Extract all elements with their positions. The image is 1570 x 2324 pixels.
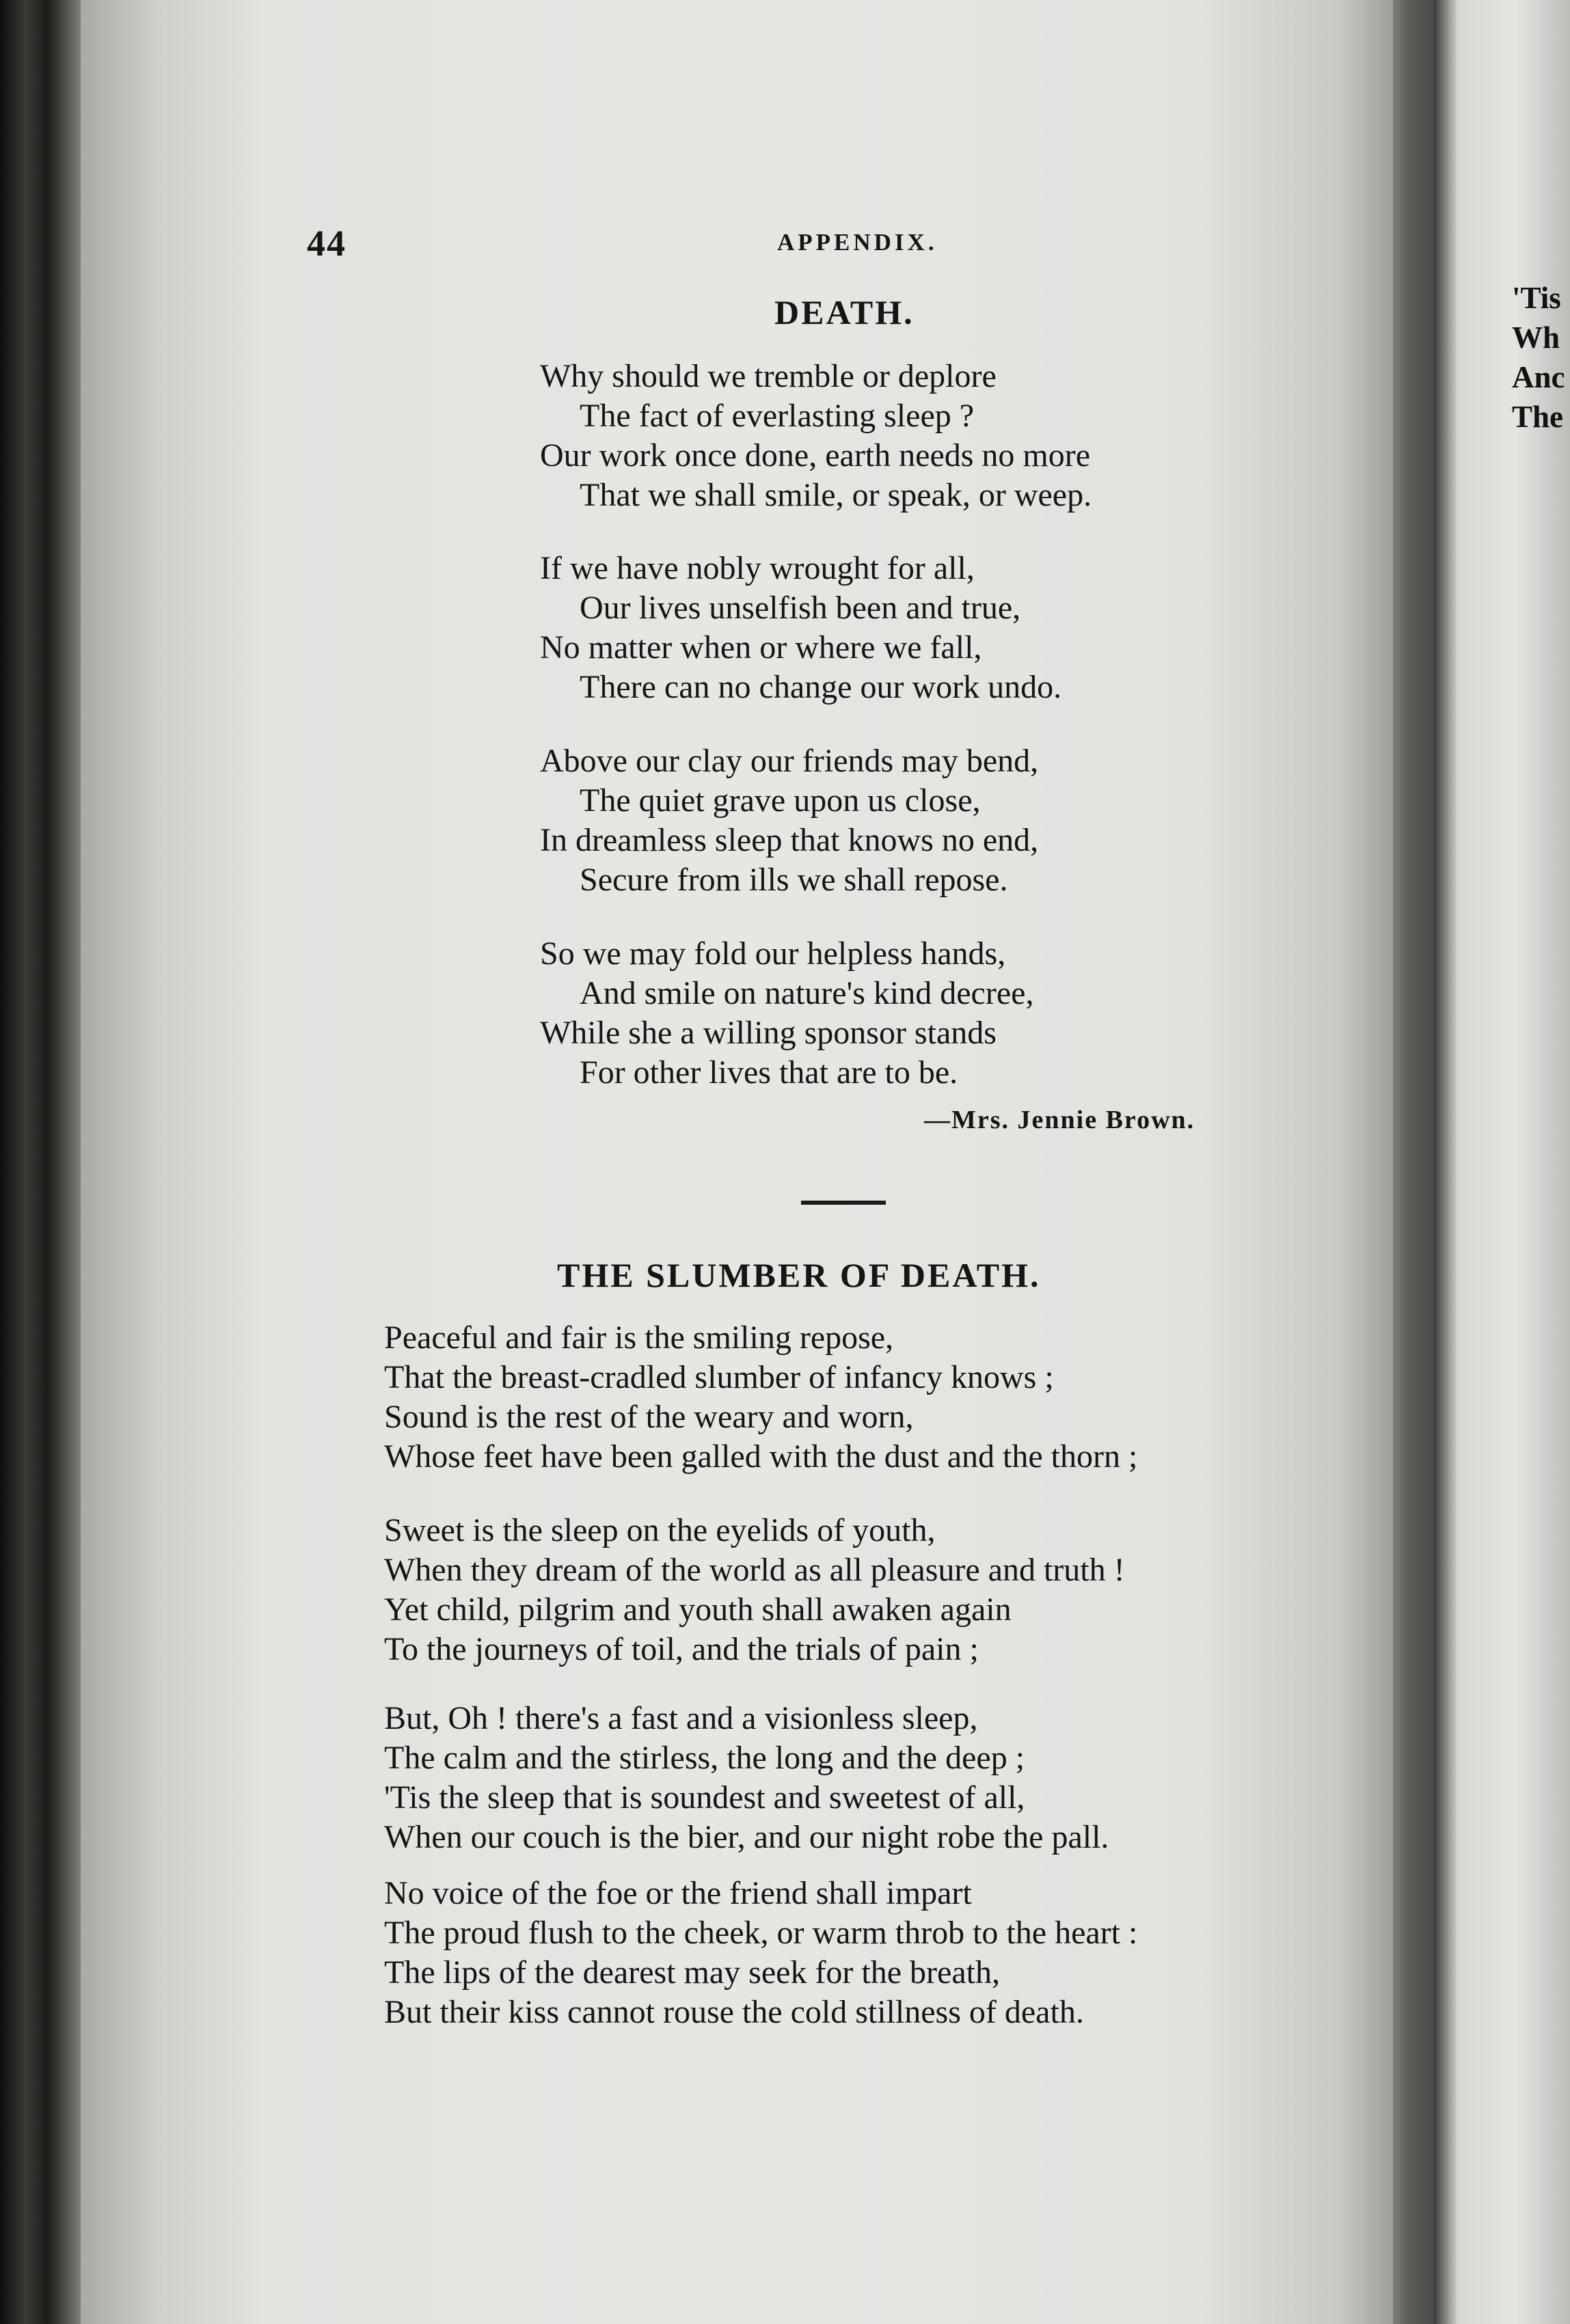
poem-line: Peaceful and fair is the smiling repose, <box>384 1320 894 1356</box>
poem-line: There can no change our work undo. <box>580 669 1062 705</box>
poem-line: Sound is the rest of the weary and worn, <box>384 1399 914 1435</box>
poem-line: Our work once done, earth needs no more <box>540 437 1091 474</box>
poem-stanza <box>384 1699 1109 1857</box>
poem-line: Above our clay our friends may bend, <box>540 743 1039 779</box>
poem-stanza <box>384 1874 1137 2032</box>
poem-line: Sweet is the sleep on the eyelids of youth, <box>384 1512 936 1548</box>
poem-line: Whose feet have been galled with the dust and the thorn ; <box>384 1438 1138 1475</box>
poem-line: No voice of the foe or the friend shall impart <box>384 1875 972 1911</box>
poem-line: The quiet grave upon us close, <box>580 782 981 819</box>
poem-line: To the journeys of toil, and the trials of pain ; <box>384 1631 979 1667</box>
poem-line: Our lives unselfish been and true, <box>580 590 1021 626</box>
poem-line: When they dream of the world as all pleasure and truth ! <box>384 1552 1125 1588</box>
poem-line: While she a willing sponsor stands <box>540 1015 997 1051</box>
poem-line: The fact of everlasting sleep ? <box>580 398 975 434</box>
facing-page-fragment: The <box>1512 400 1564 434</box>
book-binding-left <box>0 0 85 2324</box>
poem-line: That the breast-cradled slumber of infancy knows ; <box>384 1359 1054 1395</box>
poem-stanza <box>540 357 1092 515</box>
running-head: APPENDIX. <box>777 229 938 256</box>
poem-title-slumber-of-death: THE SLUMBER OF DEATH. <box>557 1256 1041 1294</box>
poem-line: Yet child, pilgrim and youth shall awaken again <box>384 1591 1012 1628</box>
poem-line: That we shall smile, or speak, or weep. <box>580 477 1092 513</box>
poem-line: The proud flush to the cheek, or warm throb to the heart : <box>384 1915 1138 1951</box>
poem-line: If we have nobly wrought for all, <box>540 550 975 586</box>
poem-line: For other lives that are to be. <box>580 1054 958 1091</box>
poem-line: No matter when or where we fall, <box>540 629 982 666</box>
poem-attribution: —Mrs. Jennie Brown. <box>924 1106 1195 1134</box>
poem-line: The calm and the stirless, the long and the deep ; <box>384 1740 1025 1776</box>
book-gutter <box>1393 0 1434 2324</box>
poem-stanza <box>384 1318 1137 1477</box>
facing-page-fragment: 'Tis <box>1512 281 1561 315</box>
poem-line: When our couch is the bier, and our night robe the pall. <box>384 1819 1109 1855</box>
poem-line: So we may fold our helpless hands, <box>540 935 1006 972</box>
poem-stanza <box>540 934 1033 1093</box>
poem-stanza <box>384 1511 1125 1669</box>
poem-stanza <box>540 549 1061 707</box>
poem-stanza <box>540 741 1038 900</box>
poem-title-death: DEATH. <box>774 293 915 331</box>
section-divider <box>801 1201 886 1205</box>
page-number: 44 <box>307 223 347 264</box>
facing-page-edge <box>1434 0 1570 2324</box>
facing-page-fragment: Wh <box>1512 320 1560 355</box>
poem-line: But their kiss cannot rouse the cold stillness of death. <box>384 1994 1084 2030</box>
facing-page-fragment: Anc <box>1512 360 1565 394</box>
poem-line: But, Oh ! there's a fast and a visionless sleep, <box>384 1700 978 1736</box>
poem-line: 'Tis the sleep that is soundest and sweetest of all, <box>384 1779 1025 1816</box>
poem-line: And smile on nature's kind decree, <box>580 975 1034 1011</box>
poem-line: Secure from ills we shall repose. <box>580 862 1008 898</box>
poem-line: In dreamless sleep that knows no end, <box>540 822 1039 858</box>
page-header <box>0 222 1570 263</box>
poem-line: The lips of the dearest may seek for the breath, <box>384 1954 1000 1991</box>
poem-line: Why should we tremble or deplore <box>540 358 997 394</box>
